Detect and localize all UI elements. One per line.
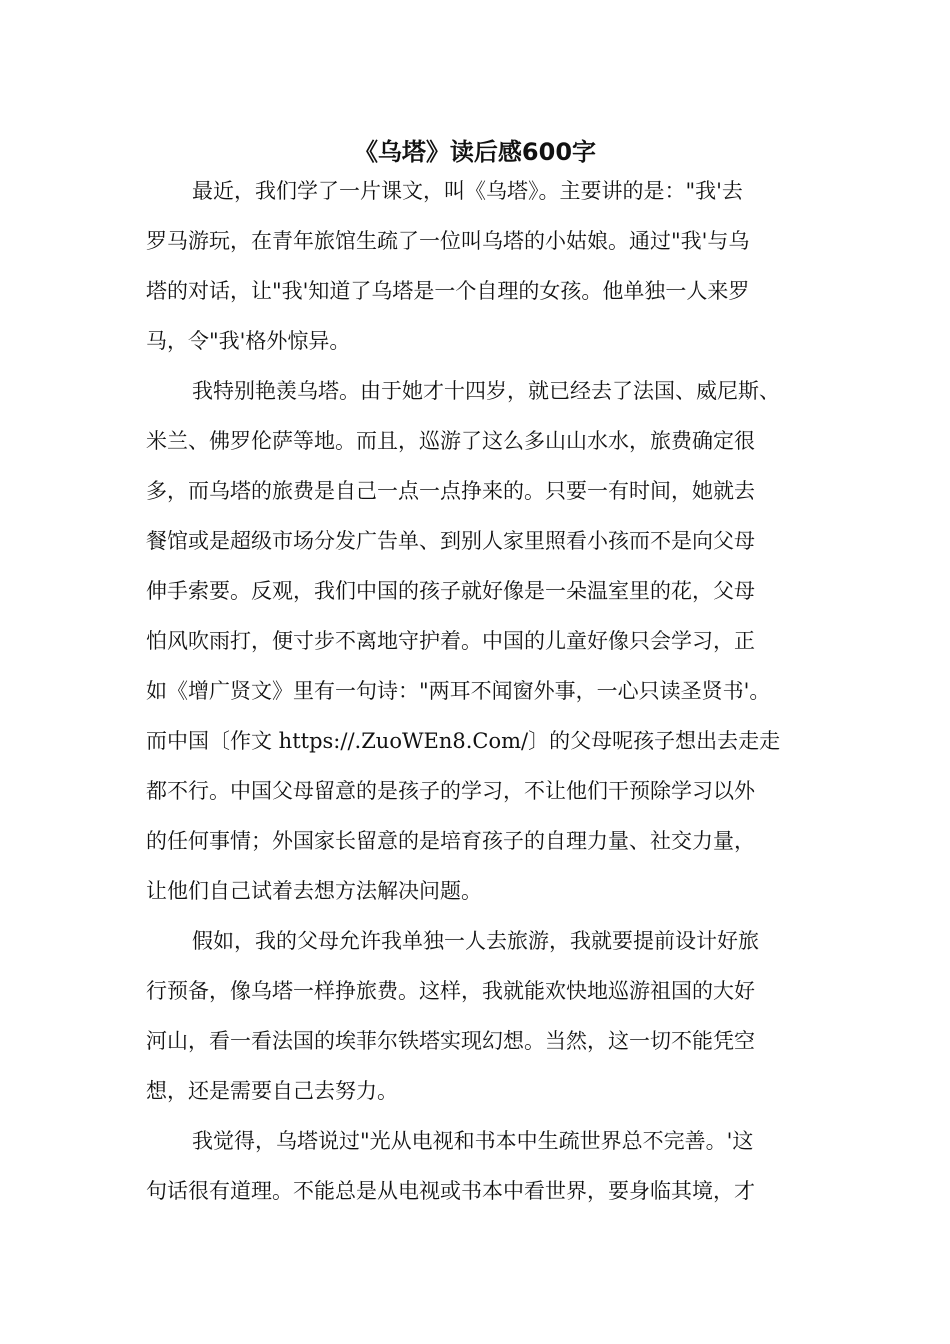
paragraph-line: 让他们自己试着去想方法解决问题。 bbox=[146, 879, 482, 903]
paragraph-line: 餐馆或是超级市场分发广告单、到别人家里照看小孩而不是向父母 bbox=[146, 529, 755, 553]
paragraph-1 bbox=[146, 178, 810, 354]
paragraph-line: 米兰、佛罗伦萨等地。而且，巡游了这么多山山水水，旅费确定很 bbox=[146, 429, 755, 453]
paragraph-line: 马，令"我'格外惊异。 bbox=[146, 329, 351, 353]
paragraph-line: 想，还是需要自己去努力。 bbox=[146, 1079, 398, 1103]
paragraph-line: 河山，看一看法国的埃菲尔铁塔实现幻想。当然，这一切不能凭空 bbox=[146, 1029, 755, 1053]
paragraph-line: 句话很有道理。不能总是从电视或书本中看世界，要身临其境，才 bbox=[146, 1179, 755, 1203]
paragraph-line: 伸手索要。反观，我们中国的孩子就好像是一朵温室里的花，父母 bbox=[146, 579, 755, 603]
paragraph-line: 我特别艳羡乌塔。由于她才十四岁，就已经去了法国、威尼斯、 bbox=[192, 379, 780, 403]
paragraph-line: 的任何事情；外国家长留意的是培育孩子的自理力量、社交力量， bbox=[146, 829, 755, 853]
document-body bbox=[146, 178, 810, 1228]
paragraph-line: 假如，我的父母允许我单独一人去旅游，我就要提前设计好旅 bbox=[192, 929, 759, 953]
paragraph-line: 罗马游玩，在青年旅馆生疏了一位叫乌塔的小姑娘。通过"我'与乌 bbox=[146, 229, 750, 253]
paragraph-line: 而中国〔作文 https://.ZuoWEn8.Com/〕的父母呢孩子想出去走走 bbox=[146, 729, 781, 753]
paragraph-3 bbox=[146, 928, 810, 1104]
paragraph-line: 行预备，像乌塔一样挣旅费。这样，我就能欢快地巡游祖国的大好 bbox=[146, 979, 755, 1003]
paragraph-line: 塔的对话，让"我'知道了乌塔是一个自理的女孩。他单独一人来罗 bbox=[146, 279, 750, 303]
paragraph-line: 都不行。中国父母留意的是孩子的学习，不让他们干预除学习以外 bbox=[146, 779, 755, 803]
paragraph-4 bbox=[146, 1128, 810, 1204]
paragraph-2 bbox=[146, 378, 810, 904]
paragraph-line: 最近，我们学了一片课文，叫《乌塔》。主要讲的是："我'去 bbox=[192, 179, 743, 203]
paragraph-line: 如《增广贤文》里有一句诗："两耳不闻窗外事，一心只读圣贤书'。 bbox=[146, 679, 771, 703]
paragraph-line: 我觉得，乌塔说过"光从电视和书本中生疏世界总不完善。'这 bbox=[192, 1129, 754, 1153]
paragraph-line: 多，而乌塔的旅费是自己一点一点挣来的。只要一有时间，她就去 bbox=[146, 479, 755, 503]
paragraph-line: 怕风吹雨打，便寸步不离地守护着。中国的儿童好像只会学习，正 bbox=[146, 629, 755, 653]
document-title: 《乌塔》读后感600字 bbox=[353, 138, 597, 166]
